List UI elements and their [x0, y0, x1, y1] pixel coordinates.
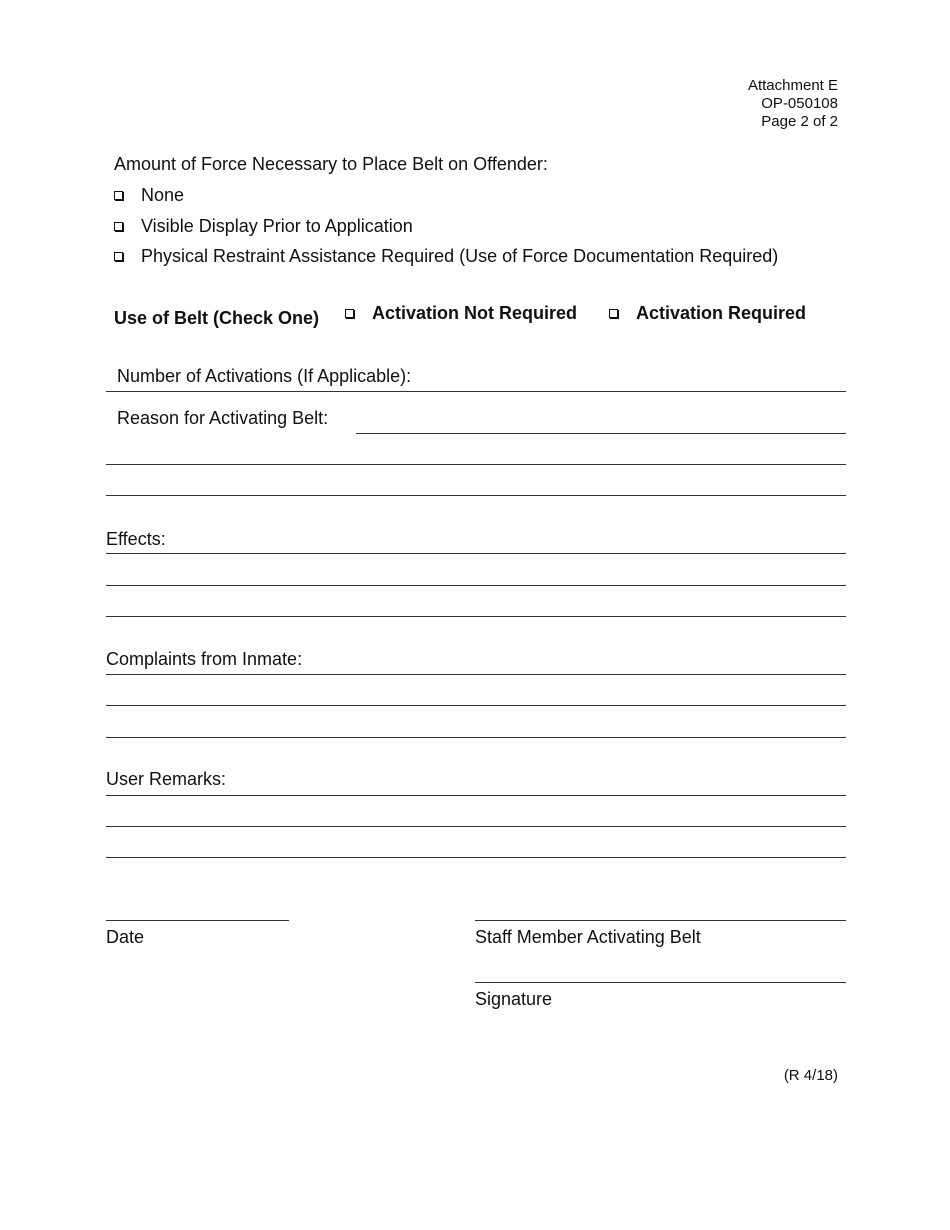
activation-required-label: Activation Required — [636, 303, 807, 323]
reason-input-line-3[interactable] — [106, 495, 846, 496]
reason-label: Reason for Activating Belt: — [117, 408, 329, 428]
effects-input-line-2[interactable] — [106, 585, 846, 586]
remarks-input-line-3[interactable] — [106, 857, 846, 858]
remarks-input-line[interactable] — [106, 795, 846, 796]
complaints-input-line-3[interactable] — [106, 737, 846, 738]
force-option-physical-restraint: Physical Restraint Assistance Required (Use of Force Documentation Required) — [141, 246, 779, 266]
activation-not-required-checkbox[interactable] — [345, 309, 354, 318]
signature-input-line[interactable] — [475, 982, 846, 983]
remarks-label: User Remarks: — [106, 769, 227, 789]
document-number: OP-050108 — [761, 95, 838, 112]
reason-input-line-2[interactable] — [106, 464, 846, 465]
attachment-label: Attachment E — [747, 77, 838, 94]
activations-input-line[interactable] — [106, 391, 846, 392]
effects-label: Effects: — [106, 529, 166, 549]
complaints-input-line-2[interactable] — [106, 705, 846, 706]
staff-member-input-line[interactable] — [475, 920, 846, 921]
complaints-label: Complaints from Inmate: — [106, 649, 303, 669]
force-physical-restraint-checkbox[interactable] — [114, 252, 123, 261]
effects-input-line-3[interactable] — [106, 616, 846, 617]
force-option-visible-display: Visible Display Prior to Application — [141, 216, 413, 236]
effects-input-line[interactable] — [106, 553, 846, 554]
staff-member-label: Staff Member Activating Belt — [475, 927, 701, 947]
date-label: Date — [106, 927, 145, 947]
force-option-none: None — [141, 185, 185, 205]
signature-label: Signature — [475, 989, 553, 1009]
use-of-belt-label: Use of Belt (Check One) — [114, 308, 320, 328]
date-input-line[interactable] — [106, 920, 289, 921]
revision-code: (R 4/18) — [783, 1067, 838, 1084]
complaints-input-line[interactable] — [106, 674, 846, 675]
activation-required-checkbox[interactable] — [609, 309, 618, 318]
page-number: Page 2 of 2 — [761, 113, 838, 130]
force-visible-display-checkbox[interactable] — [114, 222, 123, 231]
reason-input-line[interactable] — [356, 433, 846, 434]
activations-label: Number of Activations (If Applicable): — [117, 366, 412, 386]
activation-not-required-label: Activation Not Required — [372, 303, 578, 323]
document-header — [748, 77, 838, 131]
force-question: Amount of Force Necessary to Place Belt on Offender: — [114, 154, 548, 174]
remarks-input-line-2[interactable] — [106, 826, 846, 827]
force-none-checkbox[interactable] — [114, 191, 123, 200]
